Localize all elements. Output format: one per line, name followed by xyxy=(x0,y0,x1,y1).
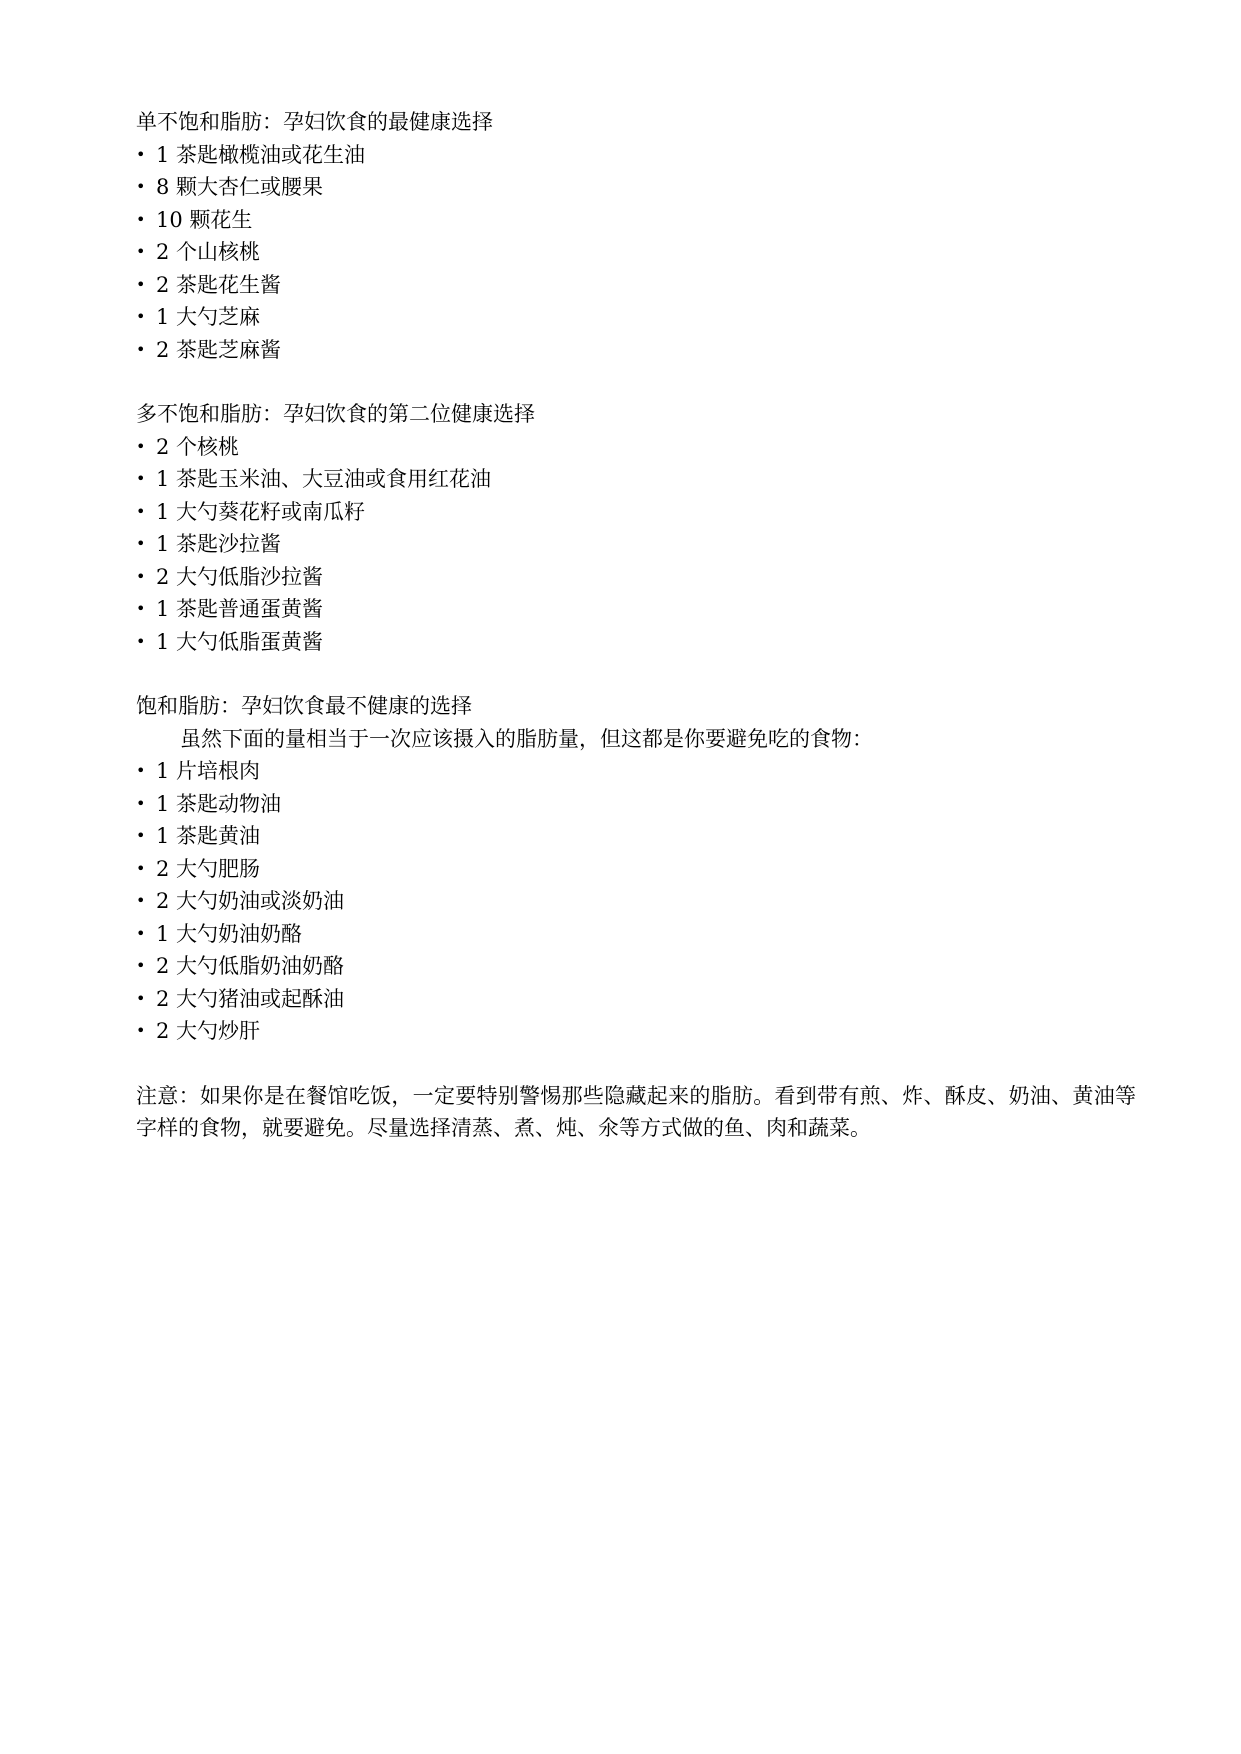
list-item-text: 1 茶匙动物油 xyxy=(156,791,282,816)
list-item xyxy=(136,950,1136,983)
list-item-text: 2 大勺炒肝 xyxy=(156,1019,261,1043)
bullet-icon: • xyxy=(136,566,146,586)
list-item xyxy=(136,983,1136,1016)
bullet-icon: • xyxy=(136,242,146,261)
list-item-text: 2 个山核桃 xyxy=(156,240,261,264)
list-item-text: 2 大勺奶油或淡奶油 xyxy=(156,889,345,913)
list-item xyxy=(136,269,1136,302)
section-heading: 多不饱和脂肪：孕妇饮食的第二位健康选择 xyxy=(136,402,535,426)
list-item xyxy=(136,204,1136,237)
list-item-text: 1 大勺奶油奶酪 xyxy=(156,921,303,946)
restaurant-note: 注意：如果你是在餐馆吃饭，一定要特别警惕那些隐藏起来的脂肪。看到带有煎、炸、酥皮、奶油、黄油等字样的食物，就要避免。尽量选择清蒸、煮、炖、氽等方式做的鱼、肉和蔬菜。 xyxy=(136,1083,1136,1140)
section-polyunsaturated-fat xyxy=(136,398,1136,658)
list-item xyxy=(136,853,1136,886)
list-item-text: 8 颗大杏仁或腰果 xyxy=(156,175,324,199)
list-item-text: 2 大勺猪油或起酥油 xyxy=(156,986,345,1011)
bullet-icon: • xyxy=(136,761,146,780)
section-intro: 虽然下面的量相当于一次应该摄入的脂肪量，但这都是你要避免吃的食物： xyxy=(180,726,873,751)
list-item xyxy=(136,788,1136,821)
food-list xyxy=(136,755,1136,1048)
section-heading: 饱和脂肪：孕妇饮食最不健康的选择 xyxy=(136,694,472,718)
list-item xyxy=(136,139,1136,172)
bullet-icon: • xyxy=(136,436,146,456)
list-item xyxy=(136,301,1136,334)
list-item xyxy=(136,593,1136,626)
list-item-text: 1 茶匙沙拉酱 xyxy=(156,532,282,556)
section-monounsaturated-fat xyxy=(136,106,1136,366)
bullet-icon: • xyxy=(136,858,146,878)
bullet-icon: • xyxy=(136,793,146,813)
list-item xyxy=(136,561,1136,594)
list-item-text: 2 茶匙芝麻酱 xyxy=(156,337,282,362)
bullet-icon: • xyxy=(136,274,146,294)
list-item xyxy=(136,885,1136,918)
bullet-icon: • xyxy=(136,1021,146,1040)
list-item xyxy=(136,463,1136,496)
list-item-text: 1 茶匙橄榄油或花生油 xyxy=(156,142,366,167)
list-item-text: 2 大勺低脂沙拉酱 xyxy=(156,564,324,589)
bullet-icon: • xyxy=(136,209,146,229)
bullet-icon: • xyxy=(136,956,146,975)
bullet-icon: • xyxy=(136,469,146,488)
list-item-text: 1 大勺芝麻 xyxy=(156,305,261,329)
bullet-icon: • xyxy=(136,339,146,359)
list-item xyxy=(136,528,1136,561)
list-item-text: 2 大勺肥肠 xyxy=(156,856,261,881)
food-list xyxy=(136,431,1136,659)
list-item xyxy=(136,334,1136,367)
list-item xyxy=(136,236,1136,269)
list-item xyxy=(136,1015,1136,1048)
list-item xyxy=(136,496,1136,529)
section-saturated-fat xyxy=(136,690,1136,1048)
list-item xyxy=(136,626,1136,659)
bullet-icon: • xyxy=(136,826,146,845)
list-item xyxy=(136,918,1136,951)
food-list xyxy=(136,139,1136,367)
list-item-text: 1 茶匙玉米油、大豆油或食用红花油 xyxy=(156,467,492,491)
bullet-icon: • xyxy=(136,144,146,164)
list-item-text: 2 个核桃 xyxy=(156,434,240,459)
bullet-icon: • xyxy=(136,501,146,521)
bullet-icon: • xyxy=(136,631,146,651)
list-item-text: 1 大勺葵花籽或南瓜籽 xyxy=(156,499,366,524)
list-item-text: 2 茶匙花生酱 xyxy=(156,272,282,297)
bullet-icon: • xyxy=(136,988,146,1008)
bullet-icon: • xyxy=(136,534,146,553)
list-item-text: 1 茶匙黄油 xyxy=(156,824,261,848)
bullet-icon: • xyxy=(136,891,146,910)
list-item xyxy=(136,431,1136,464)
list-item-text: 1 大勺低脂蛋黄酱 xyxy=(156,629,324,654)
list-item xyxy=(136,820,1136,853)
list-item xyxy=(136,755,1136,788)
document-page xyxy=(136,106,1136,1145)
bullet-icon: • xyxy=(136,177,146,196)
list-item-text: 10 颗花生 xyxy=(156,207,253,232)
bullet-icon: • xyxy=(136,307,146,326)
list-item-text: 1 茶匙普通蛋黄酱 xyxy=(156,597,324,621)
list-item-text: 1 片培根肉 xyxy=(156,759,261,783)
bullet-icon: • xyxy=(136,599,146,618)
list-item xyxy=(136,171,1136,204)
list-item-text: 2 大勺低脂奶油奶酪 xyxy=(156,954,345,978)
section-heading: 单不饱和脂肪：孕妇饮食的最健康选择 xyxy=(136,110,493,134)
bullet-icon: • xyxy=(136,923,146,943)
